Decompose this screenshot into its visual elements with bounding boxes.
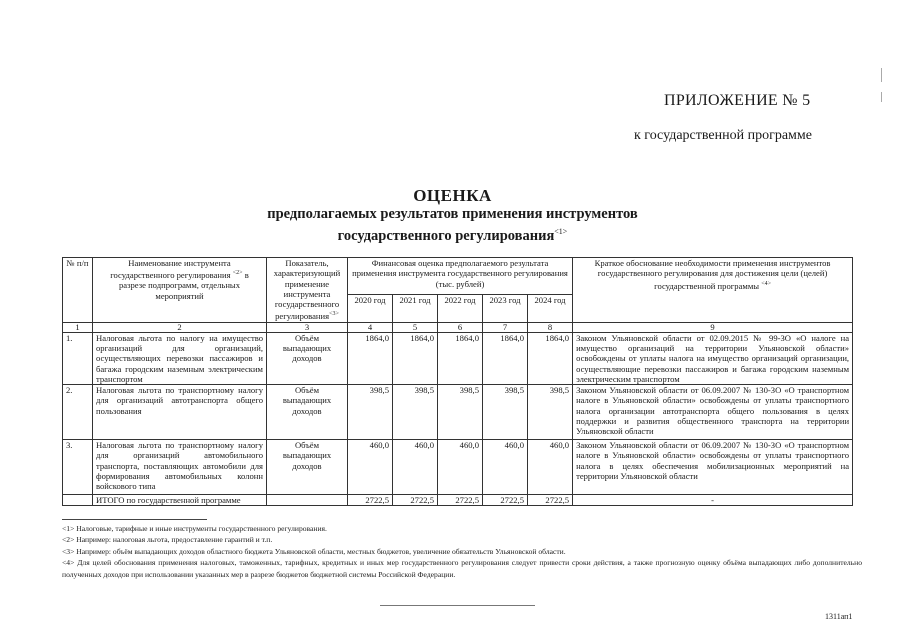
total-value: 2722,5 bbox=[438, 495, 483, 506]
row-justification: Законом Ульяновской области от 06.09.2007 № 130-ЗО «О транспортном налоге в Ульяновской области» освобождены от уплаты транспортного налога в целях обеспечения мобилизационных мероприятий на территории Ульяновской области bbox=[573, 440, 853, 495]
row-num: 2. bbox=[63, 385, 93, 440]
row-value: 398,5 bbox=[438, 385, 483, 440]
header-num: № п/п bbox=[63, 258, 93, 323]
total-value: 2722,5 bbox=[483, 495, 528, 506]
subtitle-line-2-text: государственного регулирования bbox=[337, 227, 555, 244]
row-indicator: Объём выпадающих доходов bbox=[267, 385, 348, 440]
table-row bbox=[63, 385, 853, 440]
margin-mark bbox=[881, 68, 888, 82]
row-name: Налоговая льгота по налогу на имущество организаций для организаций, осуществляющих перевозки пассажиров и багажа городским наземным электрическим транспортом bbox=[93, 332, 267, 384]
row-value: 460,0 bbox=[483, 440, 528, 495]
header-row-1 bbox=[63, 258, 853, 295]
total-label: ИТОГО по государственной программе bbox=[93, 495, 267, 506]
row-justification: Законом Ульяновской области от 06.09.2007 № 130-ЗО «О транспортном налоге в Ульяновской области» освобождены от уплаты транспортного налога организации автотранспорта общего пользования в целях поддержки и развития общественного транспорта на территории Ульяновской области bbox=[573, 385, 853, 440]
column-numbers-row bbox=[63, 322, 853, 332]
row-name: Налоговая льгота по транспортному налогу для организаций автотранспорта общего пользования bbox=[93, 385, 267, 440]
table-row bbox=[63, 440, 853, 495]
header-year: 2023 год bbox=[483, 294, 528, 322]
footnote-item: <1> Налоговые, тарифные и иные инструменты государственного регулирования. bbox=[62, 524, 327, 533]
row-value: 398,5 bbox=[393, 385, 438, 440]
row-name: Налоговая льгота по транспортному налогу для организаций автомобильного транспорта, поставляющих автомобили для формирования автомобильных колонн войскового типа bbox=[93, 440, 267, 495]
row-justification: Законом Ульяновской области от 02.09.2015 № 99-ЗО «О налоге на имущество организаций на территории Ульяновской области» освобождены от уплаты налога на имущество организаций организации, осуществляющие перевозки пассажиров и багажа городским наземным электрическим транспортом bbox=[573, 332, 853, 384]
total-justification: - bbox=[573, 495, 853, 506]
header-year: 2024 год bbox=[528, 294, 573, 322]
header-indicator bbox=[267, 258, 348, 323]
column-number: 1 bbox=[63, 322, 93, 332]
row-indicator: Объём выпадающих доходов bbox=[267, 440, 348, 495]
row-value: 1864,0 bbox=[438, 332, 483, 384]
header-year: 2022 год bbox=[438, 294, 483, 322]
footnote-separator bbox=[62, 519, 207, 520]
header-name-text: Наименование инструмента государственного регулирования bbox=[110, 258, 231, 281]
total-value: 2722,5 bbox=[528, 495, 573, 506]
header-justification-text: Краткое обоснование необходимости применения инструментов государственного регулирования для достижения цели (целей) государственной программы bbox=[594, 258, 831, 291]
subtitle-line-1: предполагаемых результатов применения инструментов bbox=[267, 206, 638, 222]
footnote-item: <2> Например: налоговая льгота, предоставление гарантий и т.п. bbox=[62, 535, 273, 545]
header-year: 2021 год bbox=[393, 294, 438, 322]
header-name-tail: в разрезе подпрограмм, отдельных мероприятий bbox=[119, 270, 249, 301]
row-value: 460,0 bbox=[393, 440, 438, 495]
row-value: 398,5 bbox=[483, 385, 528, 440]
results-table bbox=[62, 257, 853, 506]
footnote-item: <3> Например: объём выпадающих доходов областного бюджета Ульяновской области, местных бюджетов, увеличение обязательств Ульяновской области. bbox=[62, 546, 566, 556]
column-number: 2 bbox=[93, 322, 267, 332]
column-number: 4 bbox=[348, 322, 393, 332]
header-indicator-text: Показатель, характеризующий применение инструмента государственного регулирования bbox=[273, 258, 341, 322]
footnote-ref-3: <3> bbox=[329, 311, 339, 318]
row-num: 1. bbox=[63, 332, 93, 384]
footnote-item: <4> Для целей обоснования применения налоговых, таможенных, тарифных, кредитных и иных мер государственного регулирования следует привести сроки действия, а также прогнозную оценку объёма выпадающих либо дополнительно полученных доходов при использовании указанных мер в разрезе бюджетов бюджетной системы Российской Федерации. bbox=[62, 558, 862, 579]
row-value: 1864,0 bbox=[528, 332, 573, 384]
document-title: ОЦЕНКА bbox=[413, 186, 492, 205]
column-number: 6 bbox=[438, 322, 483, 332]
column-number: 5 bbox=[393, 322, 438, 332]
footnote-ref-2: <2> bbox=[232, 270, 243, 277]
total-num bbox=[63, 495, 93, 506]
column-number: 8 bbox=[528, 322, 573, 332]
row-value: 1864,0 bbox=[348, 332, 393, 384]
margin-mark bbox=[881, 92, 888, 102]
subtitle-line-2 bbox=[0, 223, 905, 245]
footnote-ref-1: <1> bbox=[554, 227, 568, 236]
row-value: 1864,0 bbox=[393, 332, 438, 384]
total-indicator bbox=[267, 495, 348, 506]
row-value: 460,0 bbox=[528, 440, 573, 495]
table-row bbox=[63, 332, 853, 384]
row-value: 398,5 bbox=[528, 385, 573, 440]
row-num: 3. bbox=[63, 440, 93, 495]
document-stamp: 1311ап1 bbox=[825, 612, 853, 621]
footnotes bbox=[62, 523, 862, 580]
total-value: 2722,5 bbox=[393, 495, 438, 506]
appendix-subtitle: к государственной программе bbox=[634, 128, 812, 143]
row-value: 460,0 bbox=[438, 440, 483, 495]
closing-rule bbox=[380, 605, 535, 606]
row-value: 1864,0 bbox=[483, 332, 528, 384]
total-value: 2722,5 bbox=[348, 495, 393, 506]
row-value: 460,0 bbox=[348, 440, 393, 495]
header-financial: Финансовая оценка предполагаемого результата применения инструмента государственного регулирования (тыс. рублей) bbox=[348, 258, 573, 295]
footnote-ref-4: <4> bbox=[761, 280, 771, 287]
header-name bbox=[93, 258, 267, 323]
header-year: 2020 год bbox=[348, 294, 393, 322]
total-row bbox=[63, 495, 853, 506]
column-number: 7 bbox=[483, 322, 528, 332]
header-justification bbox=[573, 258, 853, 323]
column-number: 3 bbox=[267, 322, 348, 332]
appendix-title: ПРИЛОЖЕНИЕ № 5 bbox=[664, 92, 811, 109]
document-subtitle bbox=[0, 206, 905, 245]
row-value: 398,5 bbox=[348, 385, 393, 440]
row-indicator: Объём выпадающих доходов bbox=[267, 332, 348, 384]
column-number: 9 bbox=[573, 322, 853, 332]
